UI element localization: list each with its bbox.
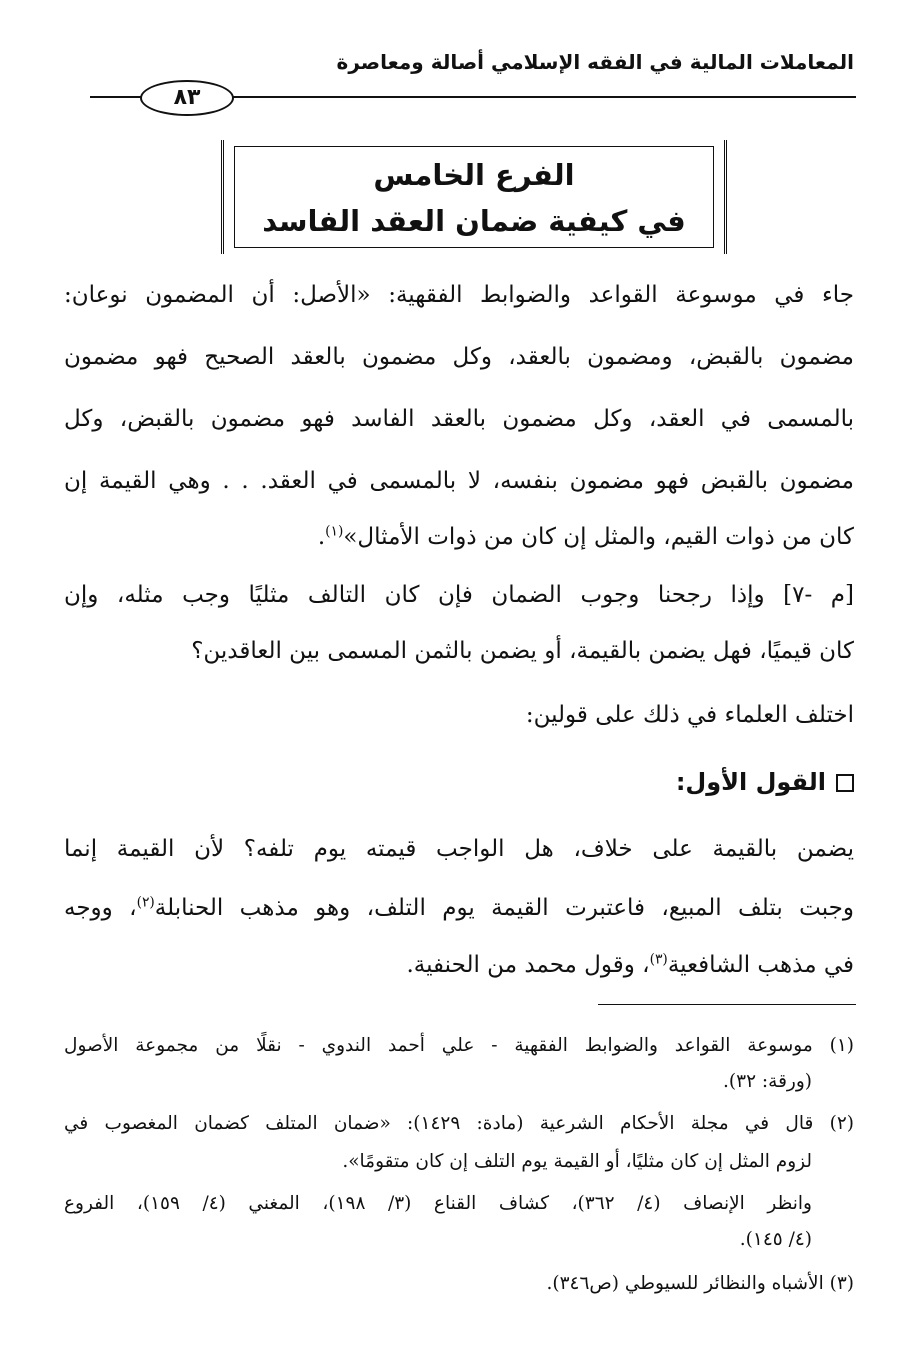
body-line: جاء في موسوعة القواعد والضوابط الفقهية: «الأصل: أن المضمون نوعان:: [64, 282, 854, 308]
period: .: [317, 524, 326, 550]
body-line: بالمسمى في العقد، وكل مضمون بالعقد الفاسد فهو مضمون بالقبض، وكل: [64, 406, 854, 432]
body-line: وجبت بتلف المبيع، فاعتبرت القيمة يوم التلف، وهو مذهب الحنابلة$^{(٢)}$، ووجه: [64, 894, 854, 921]
body-line: [64, 522, 854, 552]
section-title-line-1: الفرع الخامس: [373, 158, 575, 192]
footnote-2-line: (٤/ ١٤٥).: [739, 1229, 812, 1250]
footnote-1-line: (ورقة: ٣٢).: [723, 1071, 812, 1092]
footnote-2-line: (٢) قال في مجلة الأحكام الشرعية (مادة: ١٤٢٩): «ضمان المتلف كضمان المغصوب في: [64, 1113, 854, 1134]
footnote-ref-3: (٣): [649, 951, 668, 968]
body-line: اختلف العلماء في ذلك على قولين:: [525, 702, 854, 728]
body-line: [م -٧] وإذا رجحنا وجوب الضمان فإن كان التالف مثليًا وجب مثله، وإن: [64, 582, 855, 608]
body-line: مضمون بالقبض فهو مضمون بنفسه، لا بالمسمى في العقد. . . وهي القيمة إن: [64, 468, 854, 494]
running-header: المعاملات المالية في الفقه الإسلامي أصالة ومعاصرة: [336, 50, 854, 74]
footnote-2-line: وانظر الإنصاف (٤/ ٣٦٢)، كشاف القناع (٣/ ١٩٨)، المغني (٤/ ١٥٩)، الفروع: [64, 1193, 812, 1214]
page-number: ٨٣: [140, 80, 234, 116]
body-line: يضمن بالقيمة على خلاف، هل الواجب قيمته يوم تلفه؟ لأن القيمة إنما: [64, 836, 854, 862]
square-bullet-icon: [836, 774, 854, 792]
section-title-line-2: في كيفية ضمان العقد الفاسد: [262, 204, 686, 238]
footnote-1-line: (١) موسوعة القواعد والضوابط الفقهية - علي أحمد الندوي - نقلًا من مجموعة الأصول: [64, 1035, 854, 1056]
body-line: كان قيميًا، فهل يضمن بالقيمة، أو يضمن بالثمن المسمى بين العاقدين؟: [191, 638, 854, 664]
subheading-text: القول الأول:: [675, 768, 826, 796]
section-title-box: [221, 140, 727, 254]
body-line: في مذهب الشافعية$^{(٣)}$، وقول محمد من الحنفية.: [406, 951, 854, 978]
footnote-ref-1: (١): [325, 523, 344, 540]
footnote-separator: [598, 1004, 856, 1005]
footnote-3-line: (٣) الأشباه والنظائر للسيوطي (ص٣٤٦).: [546, 1273, 854, 1294]
subheading: [64, 768, 854, 796]
footnote-2-line: لزوم المثل إن كان مثليًا، أو القيمة يوم التلف إن كان متقومًا».: [342, 1151, 812, 1172]
quote-end-text: كان من ذوات القيم، والمثل إن كان من ذوات الأمثال»: [343, 524, 854, 550]
footnote-ref-2: (٢): [136, 894, 155, 911]
body-line: مضمون بالقبض، ومضمون بالعقد، وكل مضمون بالعقد الصحيح فهو مضمون: [64, 344, 854, 370]
